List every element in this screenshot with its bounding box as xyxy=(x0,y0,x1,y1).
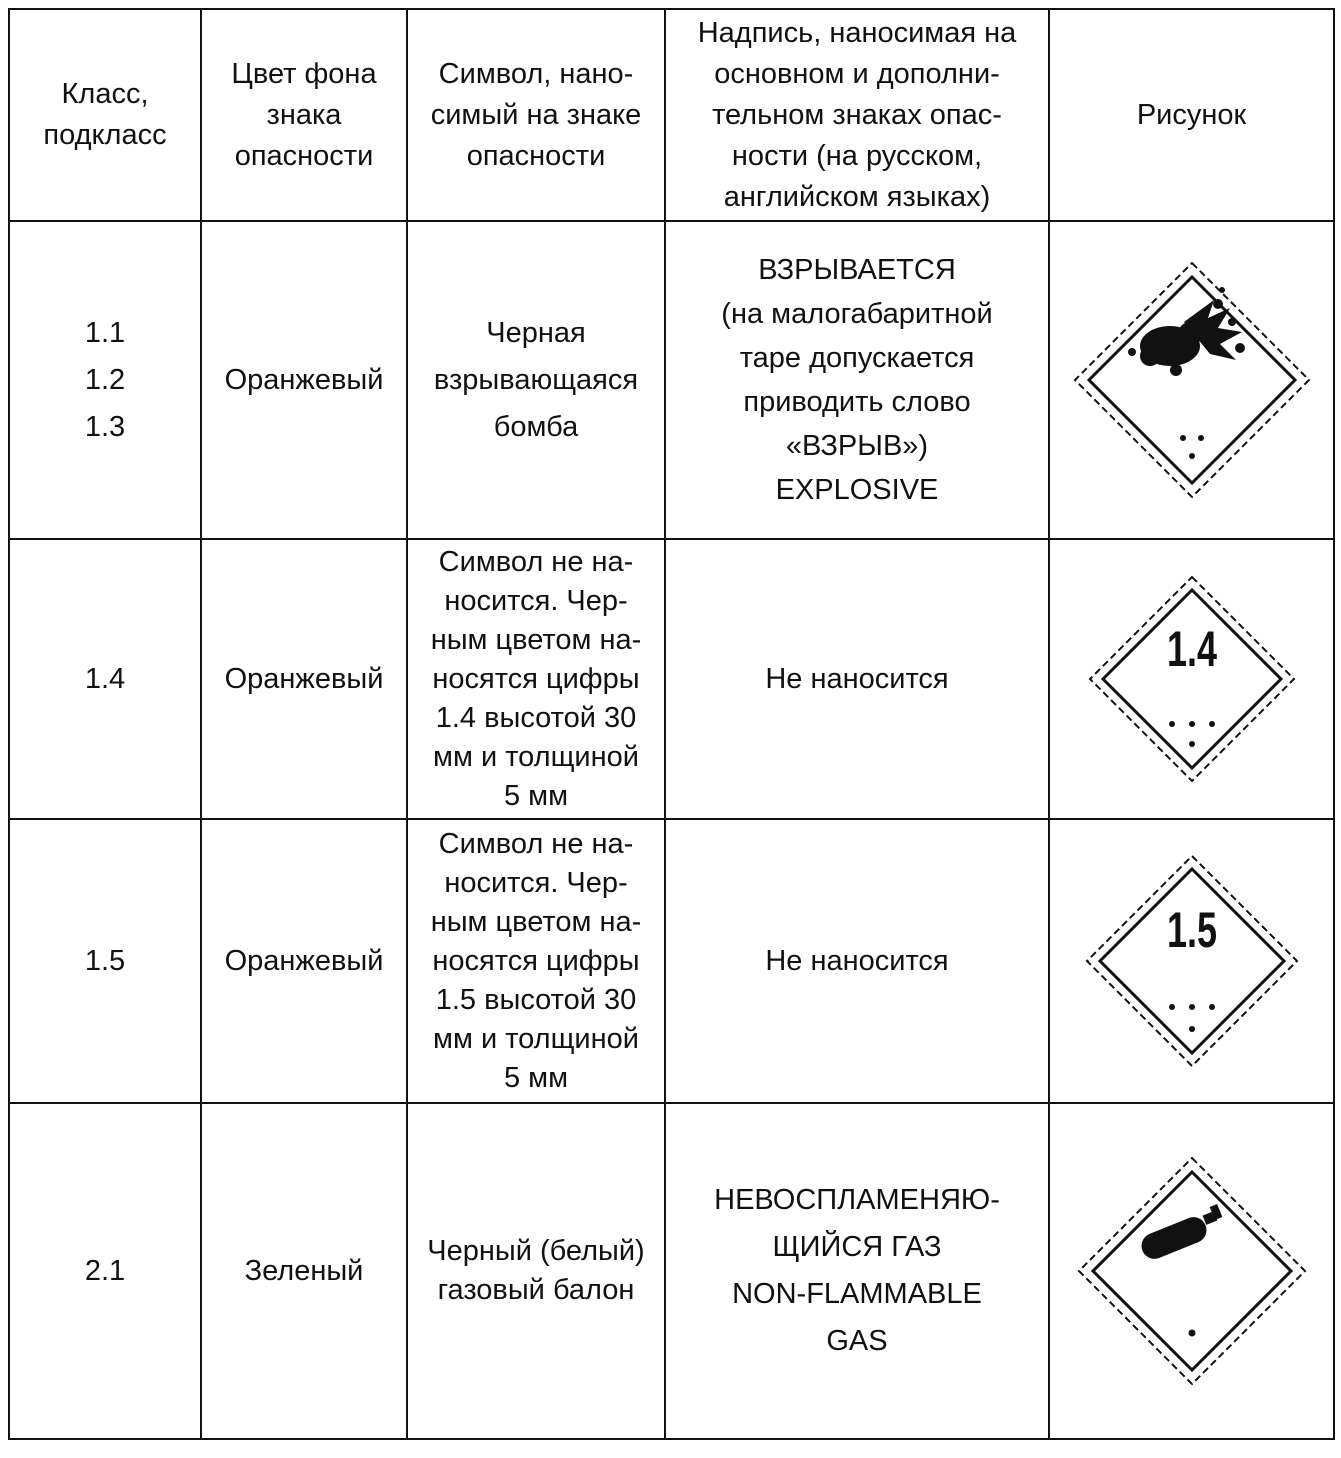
symbol-line: носятся цифры xyxy=(432,662,640,695)
table-row xyxy=(9,1103,1334,1439)
header-figure-label: Рисунок xyxy=(1136,98,1247,131)
header-inscription-line: английском языках) xyxy=(723,180,991,213)
class-value: 1.2 xyxy=(84,363,126,396)
cell-inscription xyxy=(665,819,1049,1103)
symbol-line: мм и толщиной xyxy=(433,1022,639,1055)
inscription-line: Не наносится xyxy=(765,944,949,977)
header-color-line: Цвет фона xyxy=(231,57,377,90)
header-color xyxy=(201,9,407,221)
symbol-line: мм и толщиной xyxy=(433,740,639,773)
inscription-line: Не наносится xyxy=(765,662,949,695)
header-class-line: Класс, xyxy=(61,78,149,110)
cell-color: Оранжевый xyxy=(201,539,407,819)
cell-color: Оранжевый xyxy=(201,819,407,1103)
cell-symbol xyxy=(407,819,665,1103)
division-stars-icon xyxy=(1169,1004,1215,1032)
header-row xyxy=(9,9,1334,221)
table-row xyxy=(9,819,1334,1103)
header-symbol-line: опасности xyxy=(466,139,606,172)
symbol-line: 1.5 высотой 30 xyxy=(435,983,637,1016)
inscription-line: НЕВОСПЛАМЕНЯЮ- xyxy=(714,1184,1000,1216)
hazard-sign-gas xyxy=(1076,1155,1308,1387)
cell-class xyxy=(9,221,201,539)
division-stars-icon xyxy=(1188,1330,1195,1337)
header-inscription-line: основном и дополни- xyxy=(714,57,1000,90)
header-color-line: знака xyxy=(266,98,342,131)
symbol-line: носятся цифры xyxy=(432,944,640,977)
header-color-line: опасности xyxy=(234,139,374,172)
division-stars-icon xyxy=(1180,435,1204,459)
inscription-line: (на малогабаритной xyxy=(721,298,993,330)
cell-color: Зеленый xyxy=(201,1103,407,1439)
cell-symbol xyxy=(407,1103,665,1439)
symbol-line: Черный (белый) xyxy=(427,1235,645,1267)
header-inscription-line: ности (на русском, xyxy=(731,139,983,172)
class-value: 1.4 xyxy=(84,662,126,695)
symbol-line: носится. Чер- xyxy=(444,866,628,899)
table-row xyxy=(9,221,1334,539)
cell-class xyxy=(9,539,201,819)
inscription-line: «ВЗРЫВ») xyxy=(785,430,929,462)
cell-inscription xyxy=(665,1103,1049,1439)
symbol-line: Символ не на- xyxy=(438,827,634,860)
hazard-sign-1-4 xyxy=(1087,574,1297,784)
cell-class xyxy=(9,819,201,1103)
symbol-line: бомба xyxy=(493,410,579,443)
symbol-line: носится. Чер- xyxy=(444,584,628,617)
inscription-line: NON-FLAMMABLE xyxy=(732,1278,982,1310)
hazard-sign-explosive xyxy=(1072,260,1312,500)
header-inscription xyxy=(665,9,1049,221)
symbol-line: 1.4 высотой 30 xyxy=(435,701,637,734)
division-stars-icon xyxy=(1169,721,1215,747)
cell-symbol xyxy=(407,221,665,539)
header-class xyxy=(9,9,201,221)
inscription-line: приводить слово xyxy=(743,386,971,418)
inscription-line: EXPLOSIVE xyxy=(775,474,939,506)
header-symbol-line: симый на знаке xyxy=(430,98,642,131)
table-row xyxy=(9,539,1334,819)
header-figure xyxy=(1049,9,1334,221)
cell-figure xyxy=(1049,221,1334,539)
hazard-class-table xyxy=(8,8,1335,1440)
symbol-line: Символ не на- xyxy=(438,545,634,578)
class-value: 1.1 xyxy=(84,316,126,349)
symbol-line: ным цветом на- xyxy=(430,623,642,656)
sign-number-label: 1.5 xyxy=(1166,903,1217,959)
inscription-line: GAS xyxy=(826,1325,888,1357)
class-value: 2.1 xyxy=(84,1254,126,1287)
symbol-line: Черная xyxy=(486,316,586,349)
symbol-line: 5 мм xyxy=(503,779,569,812)
cell-figure xyxy=(1049,539,1334,819)
class-value: 1.5 xyxy=(84,944,126,977)
symbol-line: взрывающаяся xyxy=(433,363,639,396)
cell-color: Оранжевый xyxy=(201,221,407,539)
symbol-line: 5 мм xyxy=(503,1061,569,1094)
cell-inscription xyxy=(665,539,1049,819)
inscription-line: ЩИЙСЯ ГАЗ xyxy=(772,1231,942,1263)
cell-figure xyxy=(1049,819,1334,1103)
hazard-sign-1-5 xyxy=(1084,853,1300,1069)
header-symbol-line: Символ, нано- xyxy=(438,57,634,90)
cell-class xyxy=(9,1103,201,1439)
sign-number-label: 1.4 xyxy=(1166,622,1217,678)
cell-inscription xyxy=(665,221,1049,539)
symbol-line: газовый балон xyxy=(437,1274,635,1306)
explosion-icon xyxy=(1128,287,1245,376)
header-inscription-line: тельном знаках опас- xyxy=(712,98,1002,131)
symbol-line: ным цветом на- xyxy=(430,905,642,938)
class-value: 1.3 xyxy=(84,410,126,443)
cell-symbol xyxy=(407,539,665,819)
header-symbol xyxy=(407,9,665,221)
header-class-line: подкласс xyxy=(43,119,167,151)
inscription-line: ВЗРЫВАЕТСЯ xyxy=(758,254,956,286)
cell-figure xyxy=(1049,1103,1334,1439)
header-inscription-line: Надпись, наносимая на xyxy=(697,16,1017,49)
inscription-line: таре допускается xyxy=(739,342,975,374)
